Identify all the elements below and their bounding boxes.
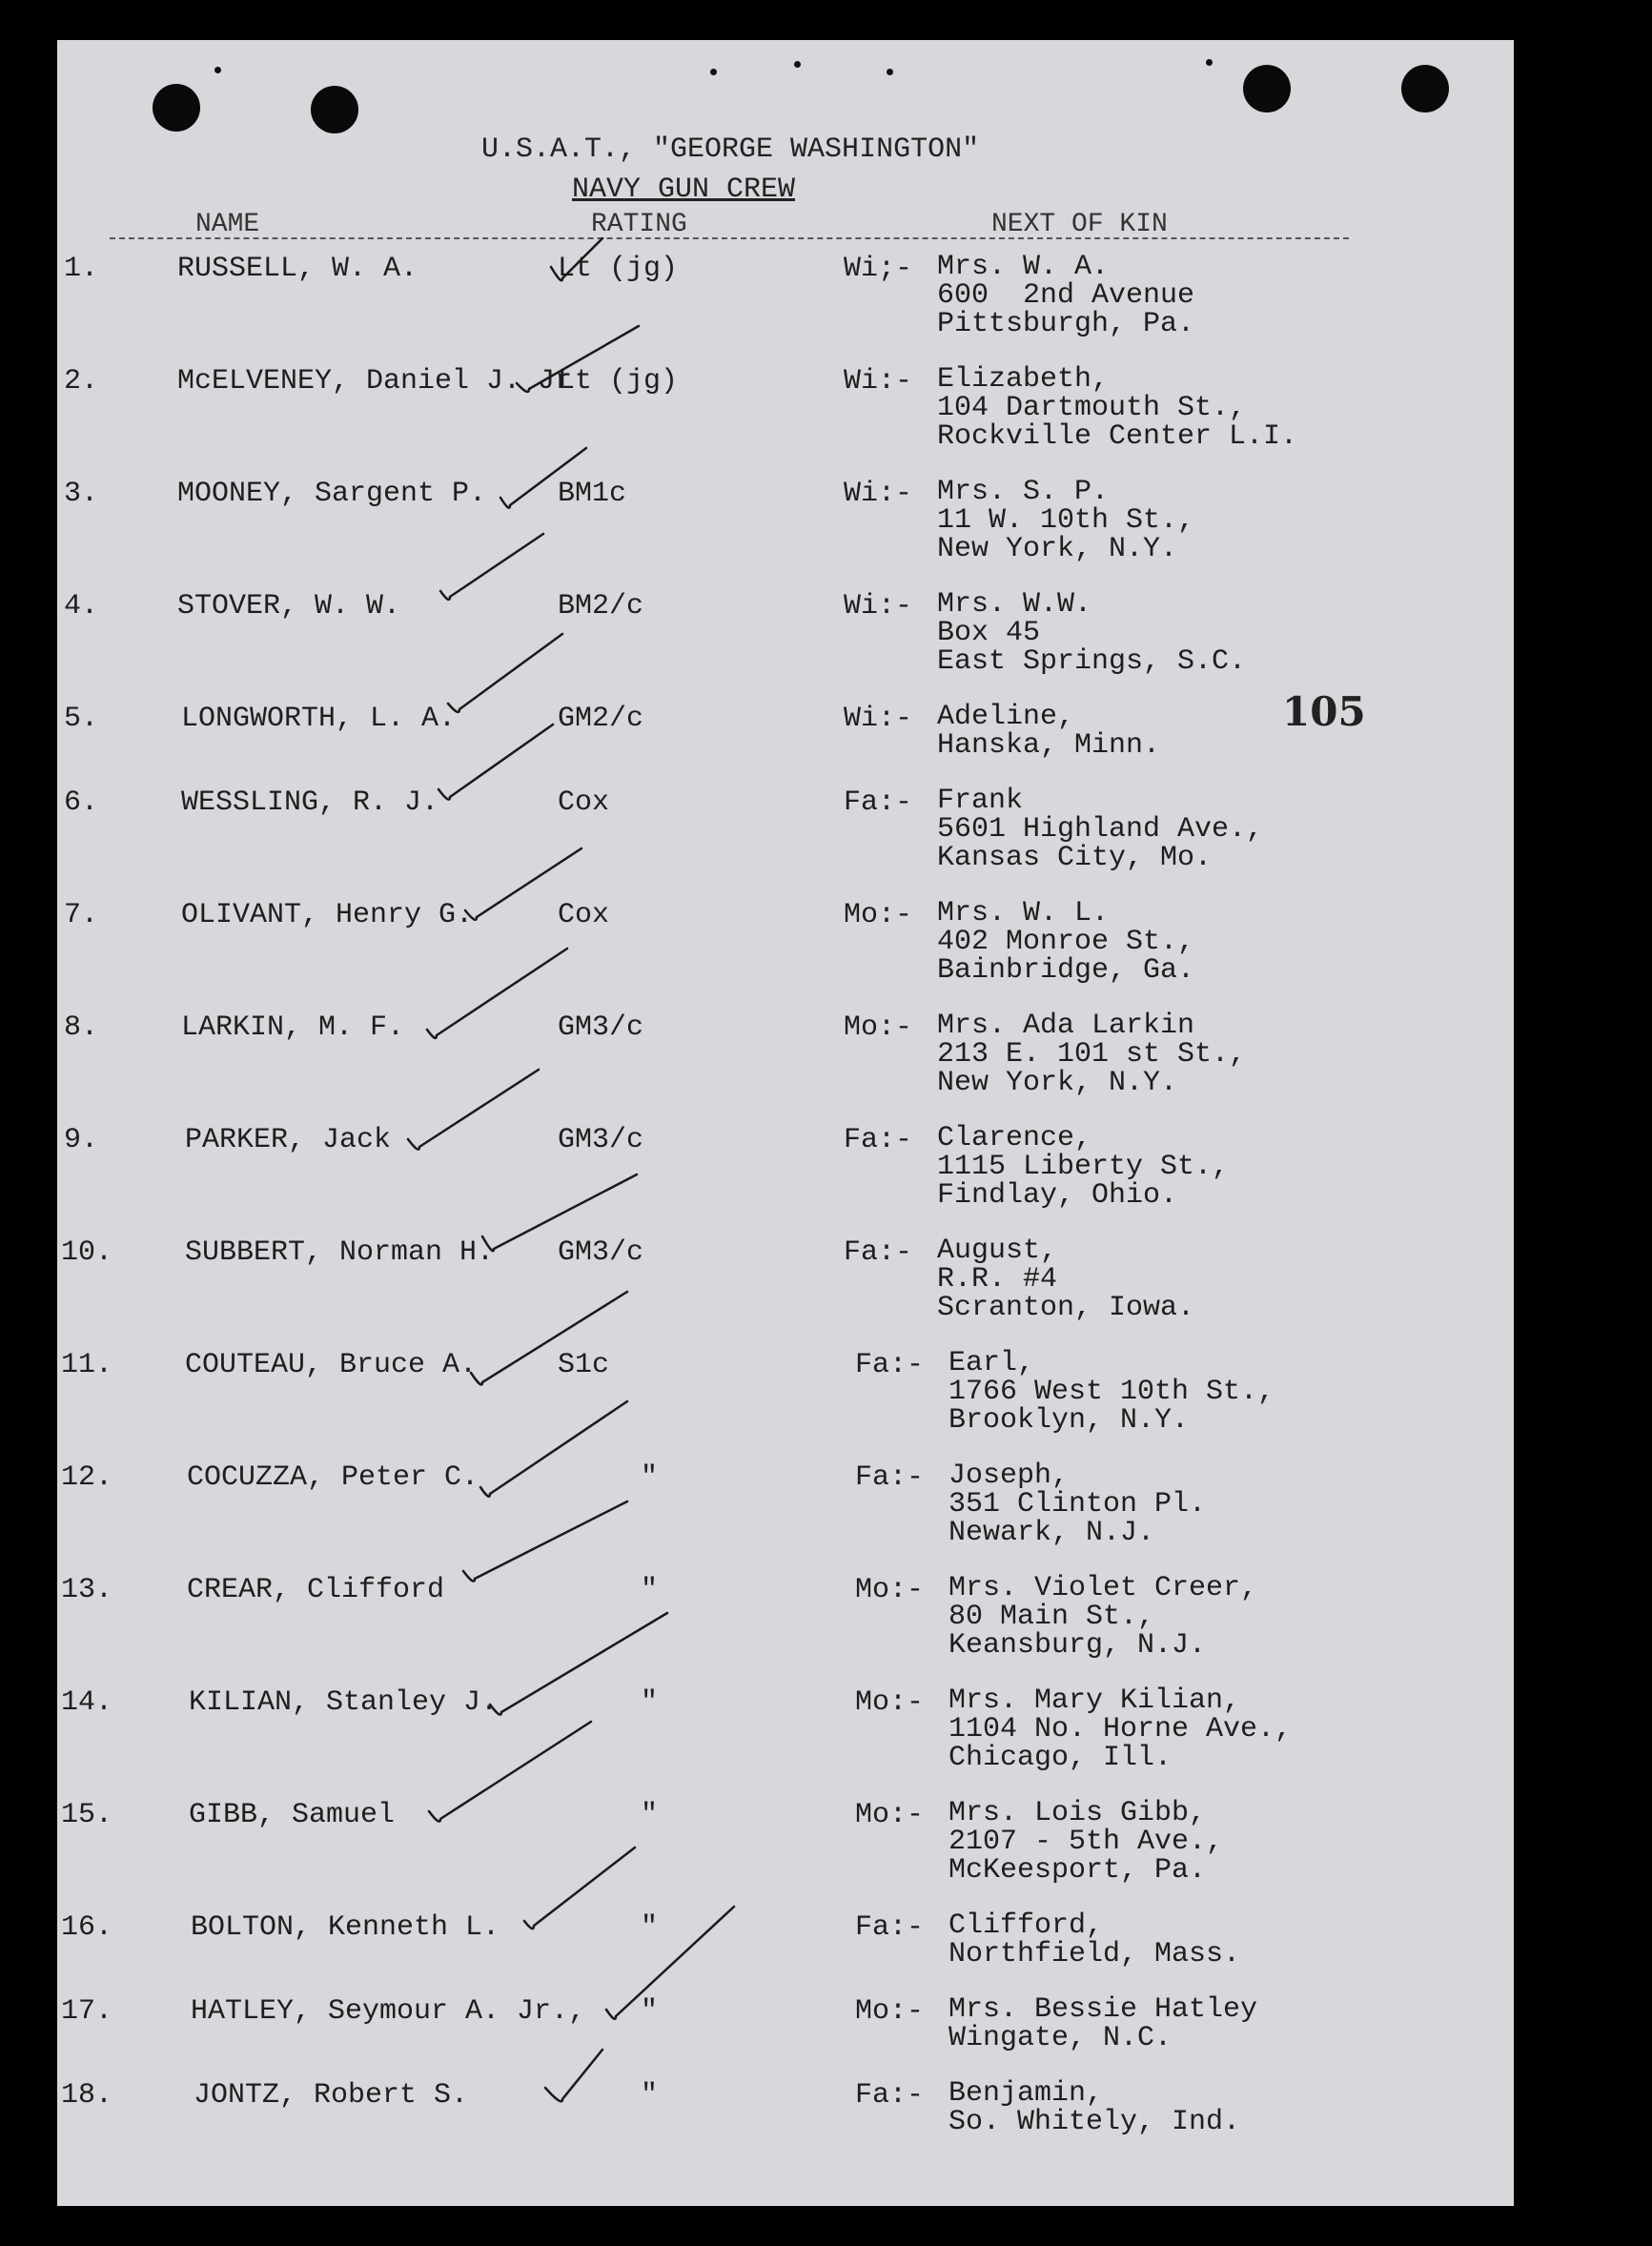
- crew-name: PARKER, Jack: [185, 1124, 392, 1156]
- address-line: Mrs. W.W.: [937, 588, 1092, 621]
- entry-number: 15.: [60, 1799, 112, 1831]
- address-line: Mrs. W. A.: [937, 251, 1110, 283]
- address-line: Frank: [937, 785, 1024, 817]
- entry-number: 8.: [63, 1011, 98, 1044]
- entry-number: 12.: [60, 1461, 112, 1494]
- address-line: Earl,: [948, 1347, 1035, 1379]
- address-line: August,: [937, 1235, 1058, 1267]
- address-line: Mrs. Ada Larkin: [937, 1010, 1195, 1042]
- crew-name: HATLEY, Seymour A. Jr.,: [191, 1995, 586, 2028]
- crew-name: McELVENEY, Daniel J. Jr: [177, 365, 573, 398]
- entry-number: 13.: [60, 1574, 112, 1606]
- kin-relation: Mo:-: [855, 1686, 925, 1719]
- crew-name: STOVER, W. W.: [177, 590, 401, 623]
- address-line: Pittsburgh, Pa.: [937, 308, 1195, 340]
- kin-relation: Fa:-: [844, 786, 913, 819]
- address-line: Clarence,: [937, 1122, 1092, 1154]
- entry-number: 2.: [63, 365, 98, 398]
- crew-rating: S1c: [558, 1349, 610, 1381]
- crew-rating: GM3/c: [558, 1236, 644, 1269]
- check-mark: [440, 534, 543, 600]
- address-line: Benjamin,: [948, 2077, 1104, 2110]
- check-mark: [448, 634, 562, 712]
- crew-name: WESSLING, R. J.: [181, 786, 439, 819]
- address-line: 80 Main St.,: [948, 1601, 1155, 1633]
- address-line: R.R. #4: [937, 1263, 1058, 1296]
- check-mark: [463, 1501, 627, 1582]
- crew-name: COCUZZA, Peter C.: [187, 1461, 479, 1494]
- address-line: Kansas City, Mo.: [937, 842, 1213, 874]
- check-mark: [408, 1070, 539, 1150]
- entry-number: 9.: [63, 1124, 98, 1156]
- address-line: Keansburg, N.J.: [948, 1629, 1207, 1662]
- address-line: 104 Dartmouth St.,: [937, 392, 1247, 424]
- crew-name: JONTZ, Robert S.: [194, 2079, 469, 2112]
- check-mark: [517, 326, 639, 392]
- crew-name: GIBB, Samuel: [189, 1799, 396, 1831]
- address-line: New York, N.Y.: [937, 533, 1178, 565]
- document-subtitle: NAVY GUN CREW: [572, 174, 796, 206]
- document-title: U.S.A.T., "GEORGE WASHINGTON": [481, 133, 980, 166]
- address-line: 5601 Highland Ave.,: [937, 813, 1264, 846]
- address-line: Mrs. Bessie Hatley: [948, 1993, 1258, 2026]
- column-header-name: NAME: [195, 210, 260, 239]
- crew-rating: GM3/c: [558, 1011, 644, 1044]
- address-line: Mrs. Lois Gibb,: [948, 1797, 1207, 1829]
- kin-relation: Fa:-: [844, 1124, 913, 1156]
- address-line: Wingate, N.C.: [948, 2022, 1173, 2054]
- address-line: Box 45: [937, 617, 1041, 649]
- address-line: Chicago, Ill.: [948, 1742, 1173, 1774]
- check-mark: [500, 448, 586, 508]
- crew-rating: Cox: [558, 786, 610, 819]
- crew-rating: ": [641, 1911, 659, 1944]
- crew-rating: ": [641, 2079, 659, 2112]
- address-line: 1104 No. Horne Ave.,: [948, 1713, 1293, 1746]
- address-line: Mrs. Violet Creer,: [948, 1572, 1258, 1604]
- entry-number: 6.: [63, 786, 98, 819]
- crew-rating: Cox: [558, 899, 610, 931]
- address-line: Northfield, Mass.: [948, 1938, 1241, 1970]
- crew-name: LARKIN, M. F.: [181, 1011, 405, 1044]
- crew-rating: Lt (jg): [558, 253, 679, 285]
- entry-number: 17.: [60, 1995, 112, 2028]
- kin-relation: Fa:-: [855, 1349, 925, 1381]
- check-mark: [490, 1613, 667, 1715]
- crew-name: COUTEAU, Bruce A.: [185, 1349, 478, 1381]
- check-mark: [545, 2050, 602, 2101]
- entry-number: 18.: [60, 2079, 112, 2112]
- entry-number: 14.: [60, 1686, 112, 1719]
- entry-number: 11.: [60, 1349, 112, 1381]
- address-line: 351 Clinton Pl.: [948, 1488, 1207, 1521]
- check-mark: [480, 1401, 627, 1497]
- address-line: 1766 West 10th St.,: [948, 1376, 1275, 1408]
- entry-number: 10.: [60, 1236, 112, 1269]
- crew-name: KILIAN, Stanley J.: [189, 1686, 499, 1719]
- kin-relation: Mo:-: [855, 1574, 925, 1606]
- kin-relation: Wi:-: [844, 365, 913, 398]
- address-line: Rockville Center L.I.: [937, 420, 1298, 453]
- crew-name: LONGWORTH, L. A.: [181, 703, 457, 735]
- crew-rating: GM2/c: [558, 703, 644, 735]
- address-line: East Springs, S.C.: [937, 645, 1247, 678]
- kin-relation: Mo:-: [844, 899, 913, 931]
- kin-relation: Wi;-: [844, 253, 913, 285]
- address-line: Newark, N.J.: [948, 1517, 1155, 1549]
- address-line: Brooklyn, N.Y.: [948, 1404, 1190, 1437]
- address-line: Adeline,: [937, 701, 1075, 733]
- crew-rating: GM3/c: [558, 1124, 644, 1156]
- kin-relation: Mo:-: [855, 1799, 925, 1831]
- check-mark: [551, 238, 602, 280]
- address-line: 1115 Liberty St.,: [937, 1151, 1230, 1183]
- crew-rating: ": [641, 1686, 659, 1719]
- address-line: Elizabeth,: [937, 363, 1110, 396]
- check-mark: [438, 725, 553, 800]
- entry-number: 5.: [63, 703, 98, 735]
- address-line: Mrs. Mary Kilian,: [948, 1684, 1241, 1717]
- check-mark: [524, 1848, 635, 1929]
- address-line: 402 Monroe St.,: [937, 926, 1195, 958]
- check-mark: [471, 1292, 627, 1384]
- address-line: 213 E. 101 st St.,: [937, 1038, 1247, 1071]
- address-line: Clifford,: [948, 1909, 1104, 1942]
- kin-relation: Fa:-: [844, 1236, 913, 1269]
- kin-relation: Fa:-: [855, 1911, 925, 1944]
- kin-relation: Wi:-: [844, 478, 913, 510]
- entry-number: 4.: [63, 590, 98, 623]
- kin-relation: Fa:-: [855, 2079, 925, 2112]
- kin-relation: Mo:-: [855, 1995, 925, 2028]
- address-line: Joseph,: [948, 1460, 1070, 1492]
- crew-name: RUSSELL, W. A.: [177, 253, 418, 285]
- address-line: Scranton, Iowa.: [937, 1292, 1195, 1324]
- check-mark: [427, 949, 567, 1038]
- kin-relation: Wi:-: [844, 703, 913, 735]
- kin-relation: Fa:-: [855, 1461, 925, 1494]
- entry-number: 7.: [63, 899, 98, 931]
- crew-name: BOLTON, Kenneth L.: [191, 1911, 500, 1944]
- check-mark: [606, 1907, 734, 2019]
- address-line: 600 2nd Avenue: [937, 279, 1195, 312]
- crew-rating: ": [641, 1461, 659, 1494]
- crew-rating: ": [641, 1995, 659, 2028]
- crew-name: OLIVANT, Henry G.: [181, 899, 474, 931]
- check-mark: [429, 1722, 591, 1822]
- crew-name: SUBBERT, Norman H.: [185, 1236, 495, 1269]
- entry-number: 3.: [63, 478, 98, 510]
- kin-relation: Mo:-: [844, 1011, 913, 1044]
- column-header-next-of-kin: NEXT OF KIN: [991, 210, 1168, 239]
- address-line: Mrs. W. L.: [937, 897, 1110, 929]
- address-line: Mrs. S. P.: [937, 476, 1110, 508]
- crew-name: MOONEY, Sargent P.: [177, 478, 487, 510]
- kin-relation: Wi:-: [844, 590, 913, 623]
- crew-rating: Lt (jg): [558, 365, 679, 398]
- address-line: Bainbridge, Ga.: [937, 954, 1195, 987]
- crew-name: CREAR, Clifford: [187, 1574, 445, 1606]
- crew-rating: BM2/c: [558, 590, 644, 623]
- column-header-rating: RATING: [591, 210, 687, 239]
- address-line: So. Whitely, Ind.: [948, 2106, 1241, 2138]
- address-line: 2107 - 5th Ave.,: [948, 1826, 1224, 1858]
- crew-rating: ": [641, 1574, 659, 1606]
- address-line: McKeesport, Pa.: [948, 1854, 1207, 1887]
- address-line: New York, N.Y.: [937, 1067, 1178, 1099]
- entry-number: 16.: [60, 1911, 112, 1944]
- page-number: 105: [1282, 688, 1366, 735]
- check-mark: [465, 848, 581, 920]
- address-line: Findlay, Ohio.: [937, 1179, 1178, 1212]
- address-line: 11 W. 10th St.,: [937, 504, 1195, 537]
- crew-rating: ": [641, 1799, 659, 1831]
- address-line: Hanska, Minn.: [937, 729, 1161, 762]
- crew-rating: BM1c: [558, 478, 627, 510]
- check-mark: [482, 1174, 637, 1251]
- entry-number: 1.: [63, 253, 98, 285]
